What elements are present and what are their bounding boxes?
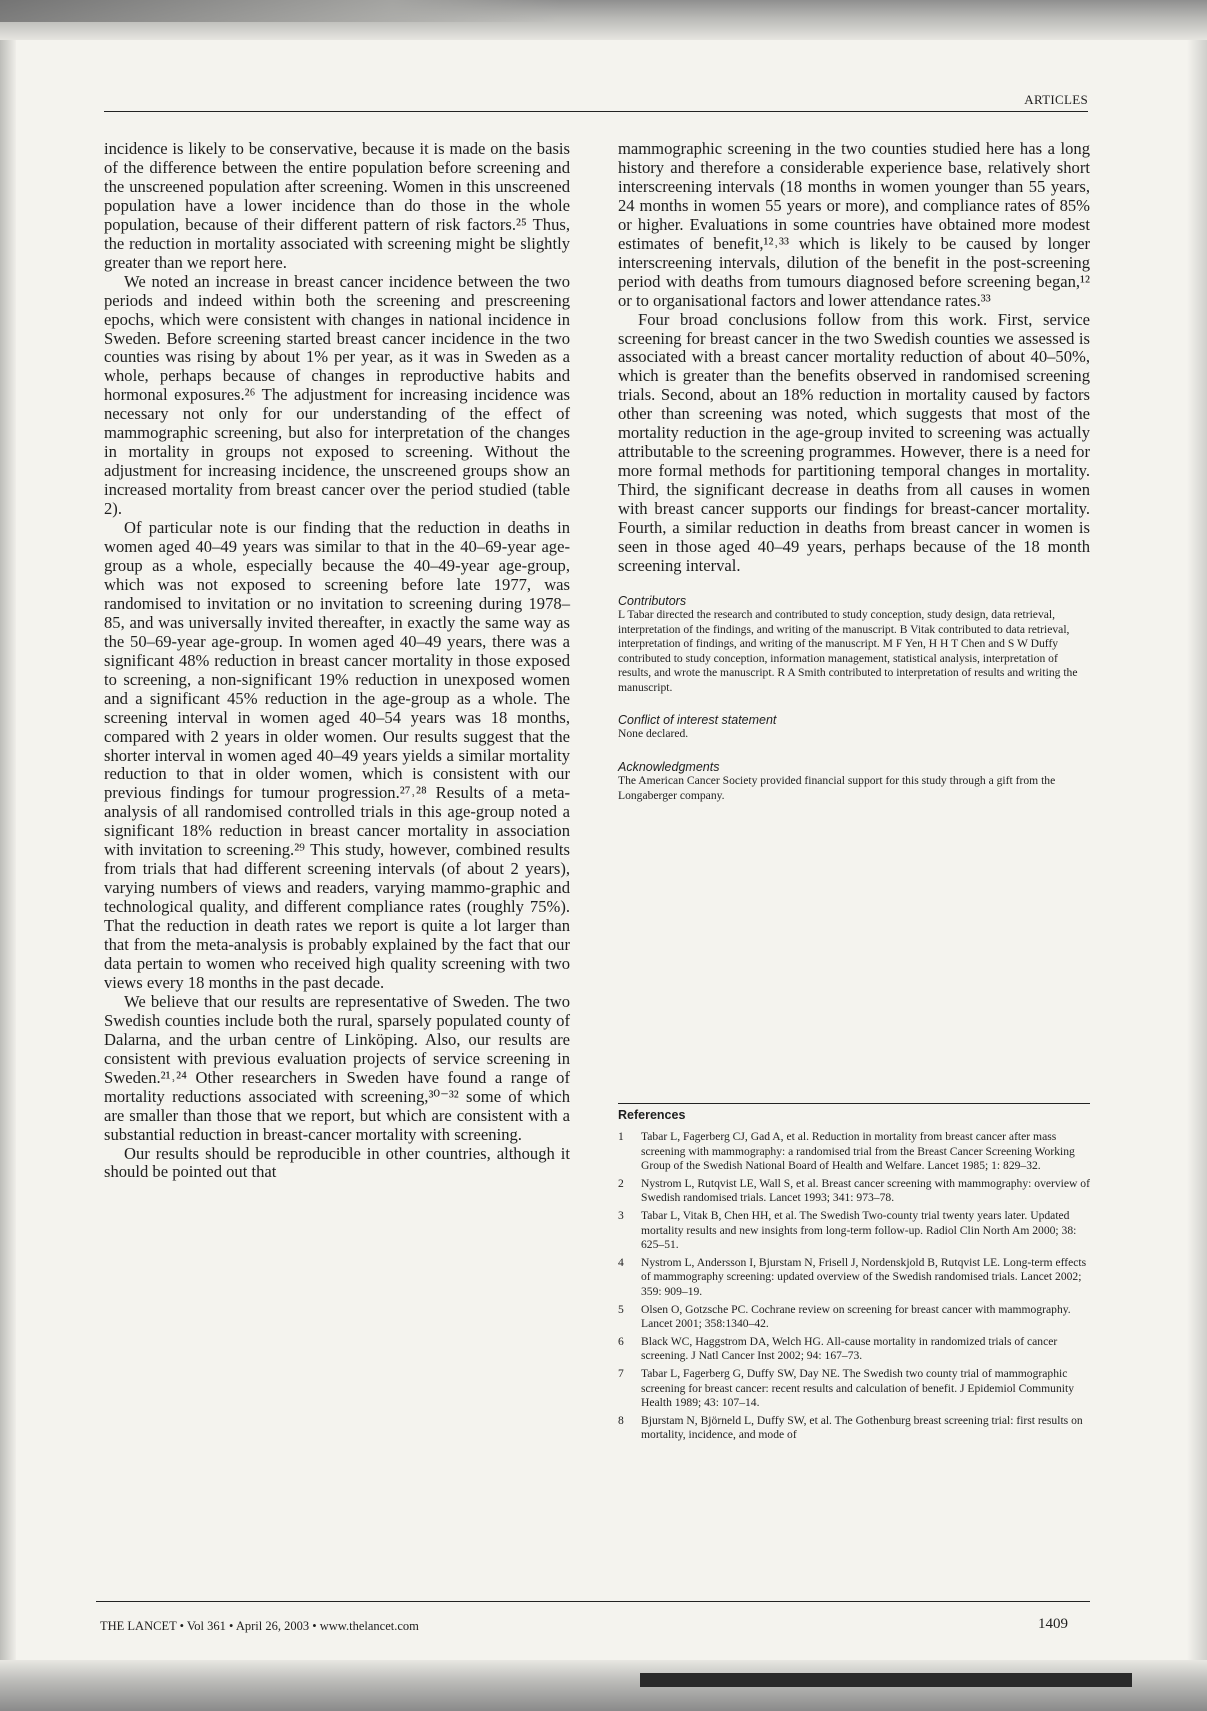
reference-item bbox=[618, 1256, 1090, 1300]
paragraph: We noted an increase in breast cancer incidence between the two periods and indeed within both the screening and prescreening epochs, which were consistent with changes in national incidence in Sweden. Before screening started breast cancer incidence in the two counties was rising by about 1% per year, as it was in Sweden as a whole, perhaps because of changes in reproductive habits and hormonal exposures.²⁶ The adjustment for increasing incidence was necessary not only for our understanding of the effect of mammographic screening, but also for interpretation of the changes in mortality in groups not exposed to screening. Without the adjustment for increasing incidence, the unscreened groups show an increased mortality from breast cancer over the period studied (table 2). bbox=[104, 271, 570, 519]
reference-item bbox=[618, 1414, 1090, 1443]
paragraph: incidence is likely to be conservative, because it is made on the basis of the difference between the entire population before screening and the unscreened population after screening. Women in this unscreened population have a lower incidence than do those in the whole population, because of their different pattern of risk factors.²⁵ Thus, the reduction in mortality associated with screening might be slightly greater than we report here. bbox=[104, 139, 570, 272]
paragraph: Our results should be reproducible in other countries, although it should be pointed out that bbox=[104, 1143, 570, 1182]
paragraph: We believe that our results are representative of Sweden. The two Swedish counties include both the rural, sparsely populated county of Dalarna, and the urban centre of Linköping. Also, our results are consistent with previous evaluation projects of service screening in Sweden.²¹˒²⁴ Other researchers in Sweden have found a range of mortality reductions associated with screening,³⁰⁻³² some of which are smaller than those that we report, but which are consistent with a substantial reduction in breast-cancer mortality with screening. bbox=[104, 991, 570, 1144]
right-column bbox=[618, 140, 1090, 803]
running-head bbox=[104, 92, 1088, 112]
paragraph: Four broad conclusions follow from this work. First, service screening for breast cancer in the two Swedish counties we assessed is associated with a breast cancer mortality reduction of about 40–50%, which is greater than the benefits observed in randomised screening trials. Second, about an 18% reduction in mortality caused by factors other than screening was noted, which suggests that most of the mortality reduction in the age-group invited to screening was actually attributable to the screening programmes. However, there is a need for more formal methods for partitioning temporal changes in mortality. Third, the significant decrease in deaths from all causes in women with breast cancer supports our findings for breast-cancer mortality. Fourth, a similar reduction in deaths from breast cancer in women is seen in those aged 40–49 years, perhaps because of the 18 month screening interval. bbox=[618, 309, 1090, 575]
footer-journal-info: THE LANCET • Vol 361 • April 26, 2003 • www.thelancet.com bbox=[100, 1619, 419, 1633]
left-column bbox=[104, 140, 570, 1182]
acknowledgments-heading: Acknowledgments bbox=[618, 760, 720, 775]
conflict-text: None declared. bbox=[618, 727, 689, 741]
reference-number: 4 bbox=[618, 1255, 624, 1269]
reference-list bbox=[618, 1130, 1090, 1446]
conflict-section bbox=[618, 713, 1090, 742]
reference-item bbox=[618, 1367, 1090, 1411]
reference-item bbox=[618, 1177, 1090, 1206]
contributors-heading: Contributors bbox=[618, 593, 687, 608]
footer-rule bbox=[96, 1601, 1090, 1602]
scan-shadow-top-dark bbox=[0, 0, 560, 22]
section-label-articles: ARTICLES bbox=[1024, 92, 1088, 107]
reference-text: Black WC, Haggstrom DA, Welch HG. All-cause mortality in randomized trials of cancer screening. J Natl Cancer Inst 2002; 94: 167–73. bbox=[641, 1334, 1058, 1363]
page-number: 1409 bbox=[1038, 1616, 1068, 1632]
reference-item bbox=[618, 1335, 1090, 1364]
left-column-body bbox=[104, 140, 570, 1182]
acknowledgments-text: The American Cancer Society provided financial support for this study through a gift from the Longaberger company. bbox=[618, 774, 1056, 802]
reference-item bbox=[618, 1130, 1090, 1174]
references-heading: References bbox=[618, 1108, 686, 1122]
reference-text: Nystrom L, Rutqvist LE, Wall S, et al. Breast cancer screening with mammography: overview of Swedish randomised trials. Lancet 1993; 341: 973–78. bbox=[641, 1176, 1090, 1205]
reference-text: Tabar L, Vitak B, Chen HH, et al. The Swedish Two-county trial twenty years later. Updated mortality results and new insights from long-term follow-up. Radiol Clin North Am 2000; 38: 625–51. bbox=[641, 1208, 1077, 1252]
paragraph: mammographic screening in the two counties studied here has a long history and therefore a considerable experience base, relatively short interscreening intervals (18 months in women younger than 55 years, 24 months in women 55 years or more), and compliance rates of 85% or higher. Evaluations in some countries have obtained more modest estimates of benefit,¹²˒³³ which is likely to be caused by longer interscreening intervals, dilution of the benefit in the post-screening period with deaths from tumours diagnosed before screening began,¹² or to organisational factors and lower attendance rates.³³ bbox=[618, 139, 1090, 310]
reference-number: 6 bbox=[618, 1334, 624, 1348]
scan-shadow-right bbox=[1187, 40, 1207, 1660]
reference-text: Bjurstam N, Björneld L, Duffy SW, et al. The Gothenburg breast screening trial: first results on mortality, incidence, and mode of bbox=[641, 1413, 1083, 1442]
contributors-section bbox=[618, 594, 1090, 696]
reference-number: 2 bbox=[618, 1176, 624, 1190]
scan-shadow-left bbox=[0, 40, 16, 1660]
reference-number: 5 bbox=[618, 1302, 624, 1316]
reference-text: Tabar L, Fagerberg CJ, Gad A, et al. Reduction in mortality from breast cancer after mass screening with mammography: a randomised trial from the Breast Cancer Screening Working Group of the Swedish National Board of Health and Welfare. Lancet 1985; 1: 829–32. bbox=[641, 1130, 1075, 1173]
reference-item bbox=[618, 1209, 1090, 1253]
header-rule bbox=[104, 111, 1088, 112]
reference-item bbox=[618, 1303, 1090, 1332]
conflict-heading: Conflict of interest statement bbox=[618, 713, 777, 728]
acknowledgments-section bbox=[618, 760, 1090, 803]
reference-text: Olsen O, Gotzsche PC. Cochrane review on screening for breast cancer with mammography. Lancet 2001; 358:1340–42. bbox=[641, 1302, 1071, 1331]
scan-dark-bar bbox=[640, 1673, 1132, 1687]
right-column-body bbox=[618, 140, 1090, 576]
reference-number: 1 bbox=[618, 1130, 624, 1143]
reference-text: Tabar L, Fagerberg G, Duffy SW, Day NE. The Swedish two county trial of mammographic screening for breast cancer: recent results and calculation of benefit. J Epidemiol Community Health 1989; 43: 107–14. bbox=[641, 1366, 1075, 1410]
reference-text: Nystrom L, Andersson I, Bjurstam N, Frisell J, Nordenskjold B, Rutqvist LE. Long-term effects of mammography screening: updated overview of the Swedish randomised trials. Lancet 2002; 359: 909–19. bbox=[641, 1255, 1087, 1298]
paragraph: Of particular note is our finding that the reduction in deaths in women aged 40–49 years was similar to that in the 40–69-year age-group as a whole, especially because the 40–49-year age-group, which was not exposed to screening before late 1977, was randomised to invitation or no invitation to screening during 1978–85, and was universally invited thereafter, in exactly the same way as the 50–69-year age-group. In women aged 40–49 years, there was a significant 48% reduction in breast cancer mortality in those exposed to screening, a non-significant 19% reduction in unexposed women and a significant 45% reduction in the age-group as a whole. The screening interval in women aged 40–54 years was 18 months, compared with 2 years in older women. Our results suggest that the shorter interval in women aged 40–49 years yields a similar mortality reduction to that in older women, which is consistent with our previous findings for tumour progression.²⁷˒²⁸ Results of a meta-analysis of all randomised controlled trials in this age-group noted a significant 18% reduction in breast cancer mortality in association with invitation to screening.²⁹ This study, however, combined results from trials that had different screening intervals (of about 2 years), varying numbers of views and readers, varying mammo-graphic and technological quality, and different compliance rates (roughly 75%). That the reduction in death rates we report is quite a lot larger than that from the meta-analysis is probably explained by the fact that our data pertain to women who received high quality screening with two views every 18 months in the past decade. bbox=[104, 518, 570, 992]
references-rule bbox=[618, 1103, 1090, 1104]
reference-number: 8 bbox=[618, 1413, 624, 1427]
reference-number: 3 bbox=[618, 1208, 624, 1222]
contributors-text: L Tabar directed the research and contributed to study conception, study design, data retrieval, interpretation of the findings, and writing of the manuscript. B Vitak contributed to data retrieval, interpretation of findings, and writing of the manuscript. M F Yen, H H T Chen and S W Duffy contributed to study conception, information management, statistical analysis, interpretation of results, and wrote the manuscript. R A Smith contributed to interpretation of results and writing the manuscript. bbox=[618, 607, 1078, 694]
reference-number: 7 bbox=[618, 1366, 624, 1380]
